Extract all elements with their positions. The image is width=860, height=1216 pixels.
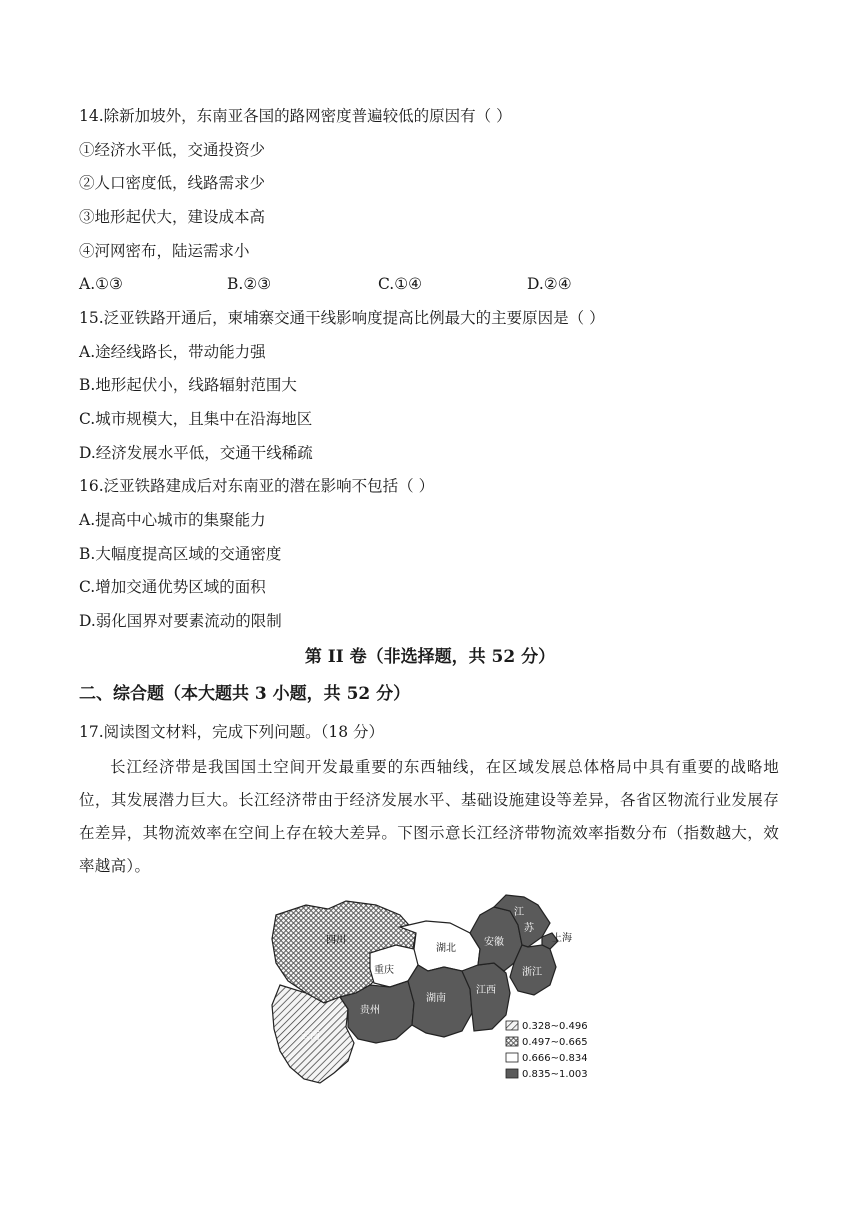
label-jiangsu-1: 江 [514,907,524,918]
legend-item-4: 0.835~1.003 [522,1069,588,1080]
label-shanghai: 上海 [552,933,572,944]
legend-item-3: 0.666~0.834 [522,1053,588,1064]
q16-option-d: D.弱化国界对要素流动的限制 [79,612,282,630]
q15-option-b: B.地形起伏小，线路辐射范围大 [79,376,297,394]
q16-option-b: B.大幅度提高区域的交通密度 [79,545,282,563]
q15-option-c: C.城市规模大，且集中在沿海地区 [79,410,313,428]
q15-option-d: D.经济发展水平低，交通干线稀疏 [79,444,313,462]
q17-stem: 17.阅读图文材料，完成下列问题。（18 分） [79,723,385,741]
q14-stem: 14.除新加坡外，东南亚各国的路网密度普遍较低的原因有（ ） [79,107,512,125]
legend-item-2: 0.497~0.665 [522,1037,588,1048]
label-jiangsu-2: 苏 [524,923,534,934]
label-guizhou: 贵州 [360,1005,380,1016]
map-legend [506,1021,588,1080]
q14-option-a: A.①③ [79,275,123,293]
q16-stem: 16.泛亚铁路建成后对东南亚的潜在影响不包括（ ） [79,477,435,495]
q15-stem: 15.泛亚铁路开通后，柬埔寨交通干线影响度提高比例最大的主要原因是（ ） [79,309,605,327]
label-zhejiang: 浙江 [522,967,542,978]
legend-item-1: 0.328~0.496 [522,1021,588,1032]
label-hubei: 湖北 [436,943,456,954]
q14-option-d: D.②④ [527,275,572,293]
q14-item-1: ①经济水平低，交通投资少 [79,141,266,159]
q16-option-a: A.提高中心城市的集聚能力 [79,511,266,529]
label-hunan: 湖南 [426,993,446,1004]
q14-item-4: ④河网密布，陆运需求小 [79,242,250,260]
label-sichuan: 四川 [326,935,346,946]
label-yunnan: 云南 [300,1031,320,1042]
label-jiangxi: 江西 [476,985,496,996]
volume-title: 第 II 卷（非选择题，共 52 分） [304,647,556,667]
q15-option-a: A.途经线路长，带动能力强 [79,343,266,361]
q16-option-c: C.增加交通优势区域的面积 [79,578,266,596]
q14-option-b: B.②③ [227,275,272,293]
q14-option-c: C.①④ [378,275,423,293]
q14-item-3: ③地形起伏大，建设成本高 [79,208,266,226]
logistics-efficiency-map [266,893,604,1093]
label-anhui: 安徽 [484,937,504,948]
q17-paragraph: 长江经济带是我国国土空间开发最重要的东西轴线，在区域发展总体格局中具有重要的战略地位，其发展潜力巨大。长江经济带由于经济发展水平、基础设施建设等差异，各省区物流行业发展存在差异，其物流效率在空间上存在较大差异。下图示意长江经济带物流效率指数分布（指数越大，效率越高）。 [79,758,779,875]
q14-item-2: ②人口密度低，线路需求少 [79,174,266,192]
label-chongqing: 重庆 [374,965,394,976]
section-title: 二、综合题（本大题共 3 小题，共 52 分） [79,684,411,704]
